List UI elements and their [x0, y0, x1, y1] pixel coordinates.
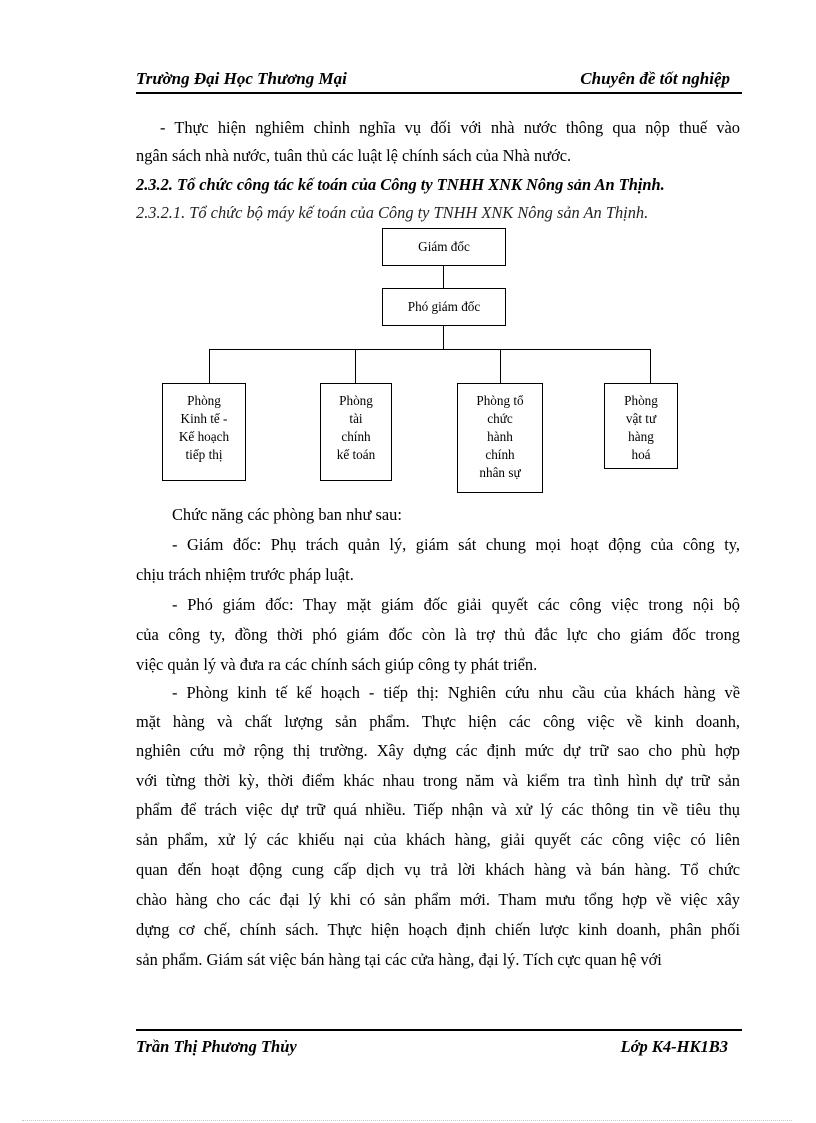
org-label-director: Giám đốc — [418, 239, 470, 254]
footer-author: Trần Thị Phương Thủy — [136, 1037, 297, 1056]
intro-line-1: - Thực hiện nghiêm chỉnh nghĩa vụ đối với nhà nước thông qua nộp thuế vào — [160, 118, 740, 137]
dept-4-line-3: hàng — [628, 429, 654, 444]
page-footer — [136, 1029, 742, 1059]
dept-3-line-2: chức — [487, 411, 513, 426]
dept-1-line-2: Kinh tế - — [180, 411, 228, 426]
page-header — [136, 66, 742, 94]
org-box-dept-materials-goods — [604, 383, 678, 469]
body-line-11: phẩm để trách việc dự trữ quá nhiều. Tiếp nhận và xử lý các thông tin về tiêu thụ — [136, 800, 740, 819]
body-line-2: - Giám đốc: Phụ trách quản lý, giám sát chung mọi hoạt động của công ty, — [172, 535, 740, 554]
header-doc-type: Chuyên đề tốt nghiệp — [580, 69, 730, 88]
body-line-6: việc quản lý và đưa ra các chính sách giúp công ty phát triển. — [136, 655, 538, 674]
body-line-3: chịu trách nhiệm trước pháp luật. — [136, 565, 354, 584]
section-heading-2-3-2: 2.3.2. Tổ chức công tác kế toán của Công ty TNHH XNK Nông sản An Thịnh. — [136, 175, 665, 194]
dept-1-line-4: tiếp thị — [185, 447, 223, 462]
org-box-director — [382, 228, 506, 266]
body-line-5: của công ty, đồng thời phó giám đốc còn là trợ thủ đắc lực cho giám đốc trong — [136, 625, 740, 644]
body-line-16: sản phẩm. Giám sát việc bán hàng tại các cửa hàng, đại lý. Tích cực quan hệ với — [136, 950, 662, 969]
connector-dept-4 — [650, 349, 651, 383]
org-box-vice-director — [382, 288, 506, 326]
body-line-9: nghiên cứu mở rộng thị trường. Xây dựng các định mức dự trữ sao cho phù hợp — [136, 741, 740, 760]
dept-1-line-3: Kế hoạch — [178, 429, 230, 444]
body-line-14: chào hàng cho các đại lý khi có sản phẩm mới. Tham mưu tổng hợp về việc xây — [136, 890, 740, 909]
dept-2-line-1: Phòng — [339, 393, 373, 408]
intro-line-2: ngân sách nhà nước, tuân thủ các luật lệ chính sách của Nhà nước. — [136, 146, 572, 165]
dept-2-line-3: chính — [341, 429, 371, 444]
dept-4-line-4: hoá — [631, 447, 651, 462]
org-label-vice-director: Phó giám đốc — [407, 299, 481, 314]
dept-1-line-1: Phòng — [187, 393, 221, 408]
body-line-15: dựng cơ chế, chính sách. Thực hiện hoạch định chiến lược kinh doanh, phân phối — [136, 920, 740, 939]
body-line-12: sản phẩm, xử lý các khiếu nại của khách hàng, giải quyết các công việc có liên — [136, 830, 740, 849]
dept-2-line-2: tài — [349, 411, 363, 426]
connector-dept-1 — [209, 349, 210, 383]
body-line-1: Chức năng các phòng ban như sau: — [172, 505, 402, 524]
body-line-8: mặt hàng và chất lượng sản phẩm. Thực hiện các công việc về kinh doanh, — [136, 712, 740, 731]
org-box-dept-economics-planning — [162, 383, 246, 481]
connector-vice-bus — [443, 325, 444, 349]
page-bottom-divider — [22, 1120, 792, 1121]
connector-dept-2 — [355, 349, 356, 383]
dept-3-line-5: nhân sự — [479, 465, 521, 480]
body-line-4: - Phó giám đốc: Thay mặt giám đốc giải quyết các công việc trong nội bộ — [172, 595, 740, 614]
dept-4-line-2: vật tư — [625, 411, 657, 426]
org-box-dept-admin-hr — [457, 383, 543, 493]
section-heading-2-3-2-1: 2.3.2.1. Tổ chức bộ máy kế toán của Công ty TNHH XNK Nông sản An Thịnh. — [136, 203, 649, 222]
connector-bus — [209, 349, 651, 350]
body-line-7: - Phòng kinh tế kế hoạch - tiếp thị: Nghiên cứu nhu cầu của khách hàng về — [172, 683, 740, 702]
dept-3-line-1: Phòng tổ — [476, 393, 524, 408]
connector-director-vice — [443, 265, 444, 288]
body-line-10: với từng thời kỳ, thời điểm khác nhau trong năm và kiểm tra tình hình dự trữ sản — [136, 771, 740, 790]
body-line-13: quan đến hoạt động cung cấp dịch vụ trả lời khách hàng và bán hàng. Tổ chức — [136, 860, 740, 879]
org-box-dept-finance-accounting — [320, 383, 392, 481]
header-school: Trường Đại Học Thương Mại — [136, 69, 347, 88]
footer-class: Lớp K4-HK1B3 — [620, 1037, 728, 1056]
dept-3-line-3: hành — [487, 429, 513, 444]
connector-dept-3 — [500, 349, 501, 383]
dept-2-line-4: kế toán — [336, 447, 376, 462]
dept-3-line-4: chính — [485, 447, 515, 462]
dept-4-line-1: Phòng — [624, 393, 658, 408]
